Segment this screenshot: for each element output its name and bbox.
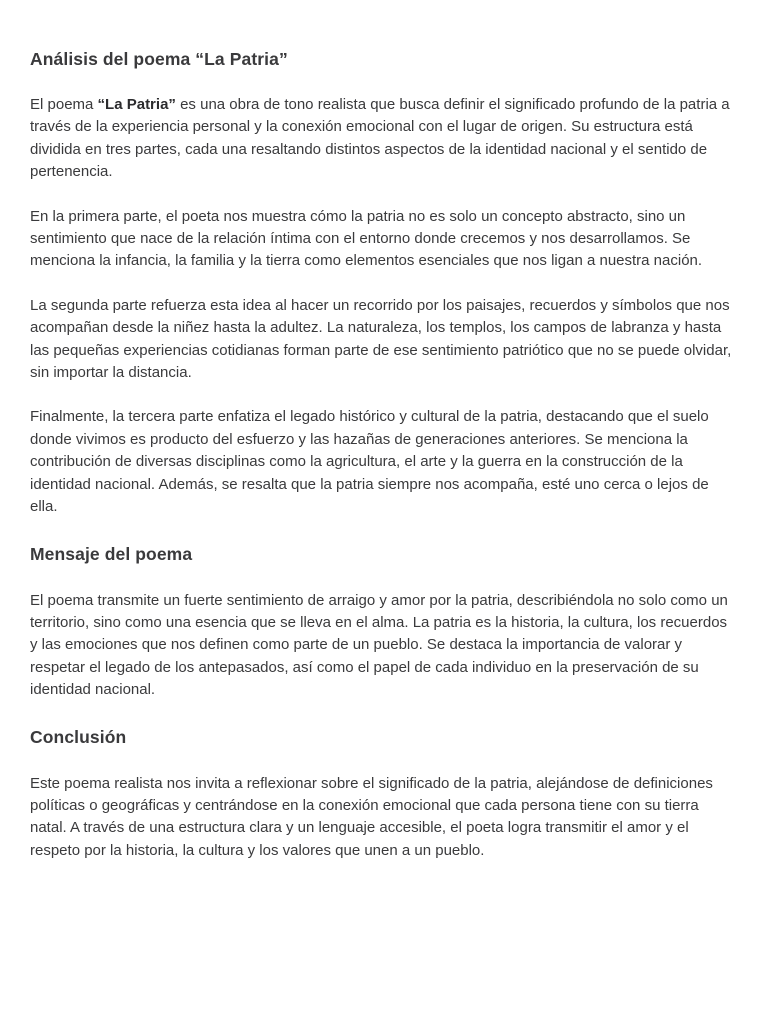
intro-suffix: es una obra de tono realista que busca definir el significado profundo de la patria a través de la experiencia personal y la conexión emocional con el lugar de origen. Su estructura está dividida en tres partes, cada una resaltando distintos aspectos de la identidad nacional y el sentido de pertenencia.: [30, 96, 730, 181]
intro-paragraph: [30, 94, 738, 184]
section-heading-mensaje: Mensaje del poema: [30, 543, 193, 564]
paragraph-second-part: La segunda parte refuerza esta idea al hacer un recorrido por los paisajes, recuerdos y símbolos que nos acompañan desde la niñez hasta la adultez. La naturaleza, los templos, los campos de labranza y hasta las pequeñas experiencias cotidianas forman parte de ese sentimiento patriótico que no se puede olvidar, sin importar la distancia.: [30, 296, 732, 382]
mensaje-paragraph: El poema transmite un fuerte sentimiento de arraigo y amor por la patria, describiéndola no solo como un territorio, sino como una esencia que se lleva en el alma. La patria es la historia, la cultura, los recuerdos y las emociones que nos definen como parte de un pueblo. Se destaca la importancia de valorar y respetar el legado de los antepasados, así como el papel de cada individuo en la preservación de su identidad nacional.: [30, 591, 728, 699]
section-heading-conclusion: Conclusión: [30, 726, 127, 747]
conclusion-paragraph: Este poema realista nos invita a reflexionar sobre el significado de la patria, alejándose de definiciones políticas o geográficas y centrándose en la conexión emocional que cada persona tiene con su tierra natal. A través de una estructura clara y un lenguaje accesible, el poeta logra transmitir el amor y el respeto por la historia, la cultura y los valores que unen a un pueblo.: [30, 774, 713, 859]
paragraph-third-part: Finalmente, la tercera parte enfatiza el legado histórico y cultural de la patria, destacando que el suelo donde vivimos es producto del esfuerzo y las hazañas de generaciones anteriores. Se menciona la contribución de diversas disciplinas como la agricultura, el arte y la guerra en la construcción de la identidad nacional. Además, se resalta que la patria siempre nos acompaña, esté uno cerca o lejos de ella.: [30, 408, 709, 516]
poem-title-bold: “La Patria”: [97, 96, 176, 113]
intro-prefix: El poema: [30, 96, 98, 113]
document-title: Análisis del poema “La Patria”: [30, 49, 288, 69]
paragraph-first-part: En la primera parte, el poeta nos muestra cómo la patria no es solo un concepto abstracto, sino un sentimiento que nace de la relación íntima con el entorno donde crecemos y nos desarrollamos. Se menciona la infancia, la familia y la tierra como elementos esenciales que nos ligan a nuestra nación.: [30, 207, 703, 270]
